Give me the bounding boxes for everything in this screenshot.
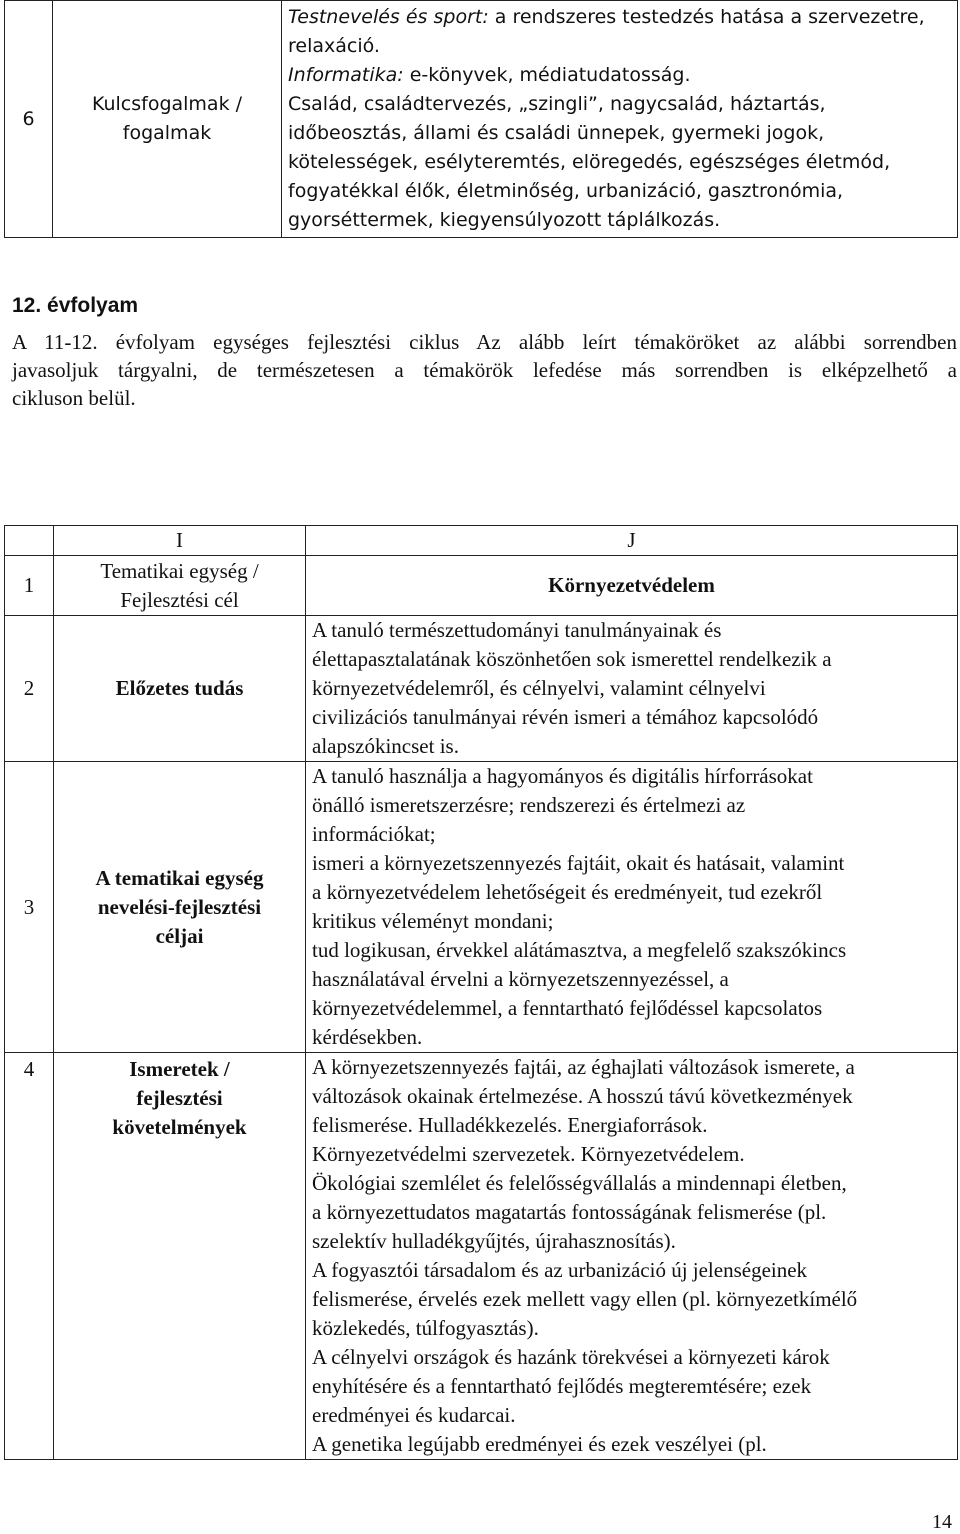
column-header-j: J [306,526,958,556]
key-concepts-table [4,0,958,238]
subject-label: Informatika: [288,64,404,86]
row-number: 3 [5,762,54,1053]
row-label [54,616,306,762]
section-heading: 12. évfolyam [12,294,139,317]
row-label [54,762,306,1053]
page-number: 14 [932,1511,952,1533]
table-row [5,616,958,762]
content-line: fogyatékkal élők, életminőség, urbanizáció, gasztronómia, [288,180,844,202]
content-line [288,3,953,32]
content-line: információkat; [312,822,436,846]
content-line: szelektív hulladékgyűjtés, újrahasznosítás). [312,1229,676,1253]
content-line: felismerése, érvelés ezek mellett vagy ellen (pl. környezetkímélő [312,1287,858,1311]
content-line: élettapasztalatának köszönhetően sok ismerettel rendelkezik a [312,647,832,671]
row-label-line: Ismeretek / [129,1057,230,1081]
content-line: tud logikusan, érvekkel alátámasztva, a megfelelő szakszókincs [312,938,847,962]
content-line: felismerése. Hulladékkezelés. Energiaforrások. [312,1113,708,1137]
content-line: Környezetvédelmi szervezetek. Környezetvédelem. [312,1142,745,1166]
curriculum-table [4,525,958,1460]
corner-cell [5,526,54,556]
row-number: 6 [5,1,53,238]
content-line: A környezetszennyezés fajtái, az éghajlati változások ismerete, a [312,1055,855,1079]
content-line: A célnyelvi országok és hazánk törekvései a környezeti károk [312,1345,830,1369]
content-line: használatával érvelni a környezetszennyezéssel, a [312,967,729,991]
content-line: környezetvédelemről, és célnyelvi, valamint célnyelvi [312,676,766,700]
topic-title: Környezetvédelem [306,556,958,616]
row-label [54,1053,306,1460]
row-label [53,1,282,238]
content-line: enyhítésére és a fenntartható fejlődés megteremtésére; ezek [312,1374,812,1398]
row-label [54,556,306,616]
row-number: 4 [5,1053,54,1460]
content-line: változások okainak értelmezése. A hosszú távú következmények [312,1084,853,1108]
content-line: környezetvédelemmel, a fenntartható fejlődéssel kapcsolatos [312,996,823,1020]
row-number: 1 [5,556,54,616]
table-row [5,556,958,616]
row-label-line: céljai [155,923,204,948]
row-label-line: fejlesztési [136,1086,223,1110]
subject-label: Testnevelés és sport: [288,6,489,28]
content-line: önálló ismeretszerzésre; rendszerezi és értelmezi az [312,793,746,817]
content-line: eredményei és kudarcai. [312,1403,516,1427]
row-number: 2 [5,616,54,762]
row-label-line: A tematikai egység [95,865,264,890]
row-label-line: Kulcsfogalmak / [91,93,243,115]
row-content [306,616,958,762]
row-content [306,1053,958,1460]
subject-text: a rendszeres testedzés hatása a szervezetre, [488,6,925,28]
content-line: időbeosztás, állami és családi ünnepek, gyermeki jogok, [288,122,825,144]
content-line: kérdésekben. [312,1025,423,1049]
table-row [5,1,958,238]
table-row [5,762,958,1053]
column-header-i: I [54,526,306,556]
content-line: ismeri a környezetszennyezés fajtáit, okait és hatásait, valamint [312,851,845,875]
content-line: Család, családtervezés, „szingli”, nagycsalád, háztartás, [288,93,826,115]
row-content [306,762,958,1053]
content-line: alapszókincset is. [312,734,459,758]
content-line [288,61,953,90]
content-line: A genetika legújabb eredményei és ezek veszélyei (pl. [312,1432,767,1456]
content-line: Ökológiai szemlélet és felelősségvállalás a mindennapi életben, [312,1171,847,1195]
content-line: A tanuló természettudományi tanulmányainak és [312,618,722,642]
row-label-line: nevelési-fejlesztési [97,894,262,919]
content-line: a környezetvédelem lehetőségeit és eredményeit, tud ezekről [312,880,823,904]
content-line: közlekedés, túlfogyasztás). [312,1316,539,1340]
content-line: gyorséttermek, kiegyensúlyozott táplálkozás. [288,209,721,231]
intro-line: cikluson belül. [12,386,136,410]
row-label-line: Előzetes tudás [115,676,244,700]
content-line: A tanuló használja a hagyományos és digitális hírforrásokat [312,764,813,788]
row-label-line: Fejlesztési cél [120,587,239,612]
content-line: kötelességek, esélyteremtés, elöregedés, egészséges életmód, [288,151,891,173]
content-line: a környezettudatos magatartás fontosságának felismerése (pl. [312,1200,827,1224]
subject-text: e-könyvek, médiatudatosság. [403,64,691,86]
row-content [282,1,958,238]
column-header-row [5,526,958,556]
row-label-line: követelmények [112,1115,247,1139]
content-line: A fogyasztói társadalom és az urbanizáció új jelenségeinek [312,1258,808,1282]
intro-line: javasoljuk tárgyalni, de természetesen a témakörök lefedése más sorrendben is elképzelhető a [12,358,957,382]
intro-paragraph [12,328,957,412]
row-label-line: fogalmak [122,122,212,144]
table-row [5,1053,958,1460]
intro-line: A 11-12. évfolyam egységes fejlesztési ciklus Az alább leírt témaköröket az alábbi sorrendben [12,330,957,354]
content-line: kritikus véleményt mondani; [312,909,554,933]
content-line: relaxáció. [288,35,380,57]
content-line: civilizációs tanulmányai révén ismeri a témához kapcsolódó [312,705,819,729]
row-label-line: Tematikai egység / [100,558,259,583]
